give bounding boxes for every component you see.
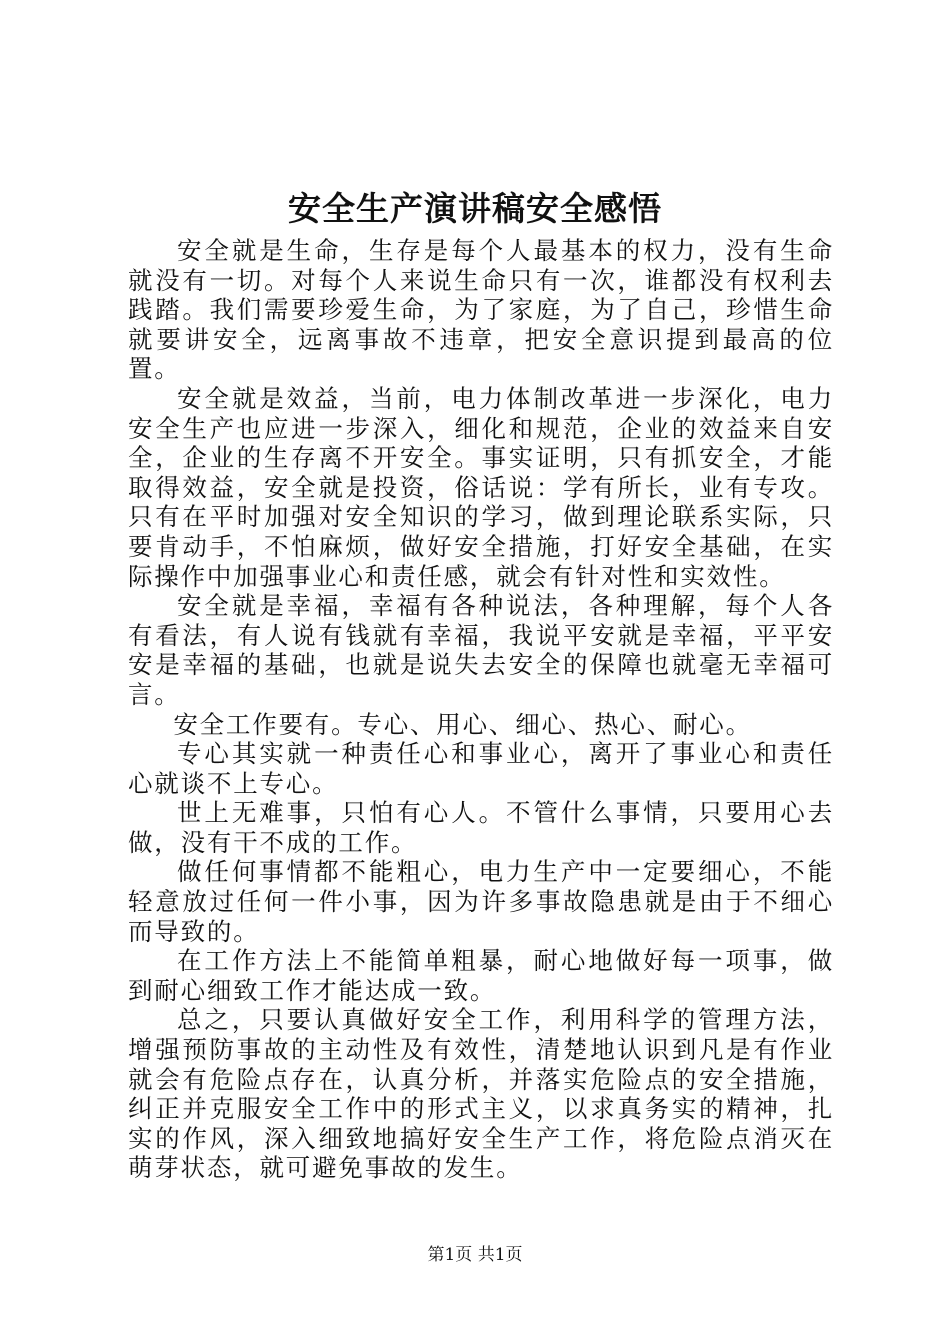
paragraph-careful: 做任何事情都不能粗心，电力生产中一定要细心，不能轻意放过任何一件小事，因为许多事故隐患就是由于不细心而导致的。 (128, 857, 834, 946)
document-title: 安全生产演讲稿安全感悟 (288, 189, 662, 228)
document-body (128, 236, 834, 1183)
paragraph-safety-is-life: 安全就是生命，生存是每个人最基本的权力，没有生命就没有一切。对每个人来说生命只有一次，谁都没有权利去践踏。我们需要珍爱生命，为了家庭，为了自己，珍惜生命就要讲安全，远离事故不违章，把安全意识提到最高的位置。 (128, 236, 834, 384)
paragraph-attentive: 世上无难事，只怕有心人。不管什么事情，只要用心去做，没有干不成的工作。 (128, 798, 834, 857)
paragraph-safety-is-benefit: 安全就是效益，当前，电力体制改革进一步深化，电力安全生产也应进一步深入，细化和规范，企业的效益来自安全，企业的生存离不开安全。事实证明，只有抓安全，才能取得效益，安全就是投资，俗话说：学有所长，业有专攻。只有在平时加强对安全知识的学习，做到理论联系实际，只要肯动手，不怕麻烦，做好安全措施，打好安全基础，在实际操作中加强事业心和责任感，就会有针对性和实效性。 (128, 383, 834, 591)
page-footer: 第1页 共1页 (427, 1245, 523, 1265)
paragraph-patient: 在工作方法上不能简单粗暴，耐心地做好每一项事，做到耐心细致工作才能达成一致。 (128, 946, 834, 1005)
paragraph-five-hearts: 安全工作要有。专心、用心、细心、热心、耐心。 (173, 709, 752, 739)
paragraph-conclusion: 总之，只要认真做好安全工作，利用科学的管理方法，增强预防事故的主动性及有效性，清楚地认识到凡是有作业就会有危险点存在，认真分析，并落实危险点的安全措施，纠正并克服安全工作中的形式主义，以求真务实的精神，扎实的作风，深入细致地搞好安全生产工作，将危险点消灭在萌芽状态，就可避免事故的发生。 (128, 1005, 834, 1183)
paragraph-safety-is-happiness: 安全就是幸福，幸福有各种说法，各种理解，每个人各有看法，有人说有钱就有幸福，我说平安就是幸福，平平安安是幸福的基础，也就是说失去安全的保障也就毫无幸福可言。 (128, 591, 834, 709)
paragraph-focus: 专心其实就一种责任心和事业心，离开了事业心和责任心就谈不上专心。 (128, 739, 834, 798)
